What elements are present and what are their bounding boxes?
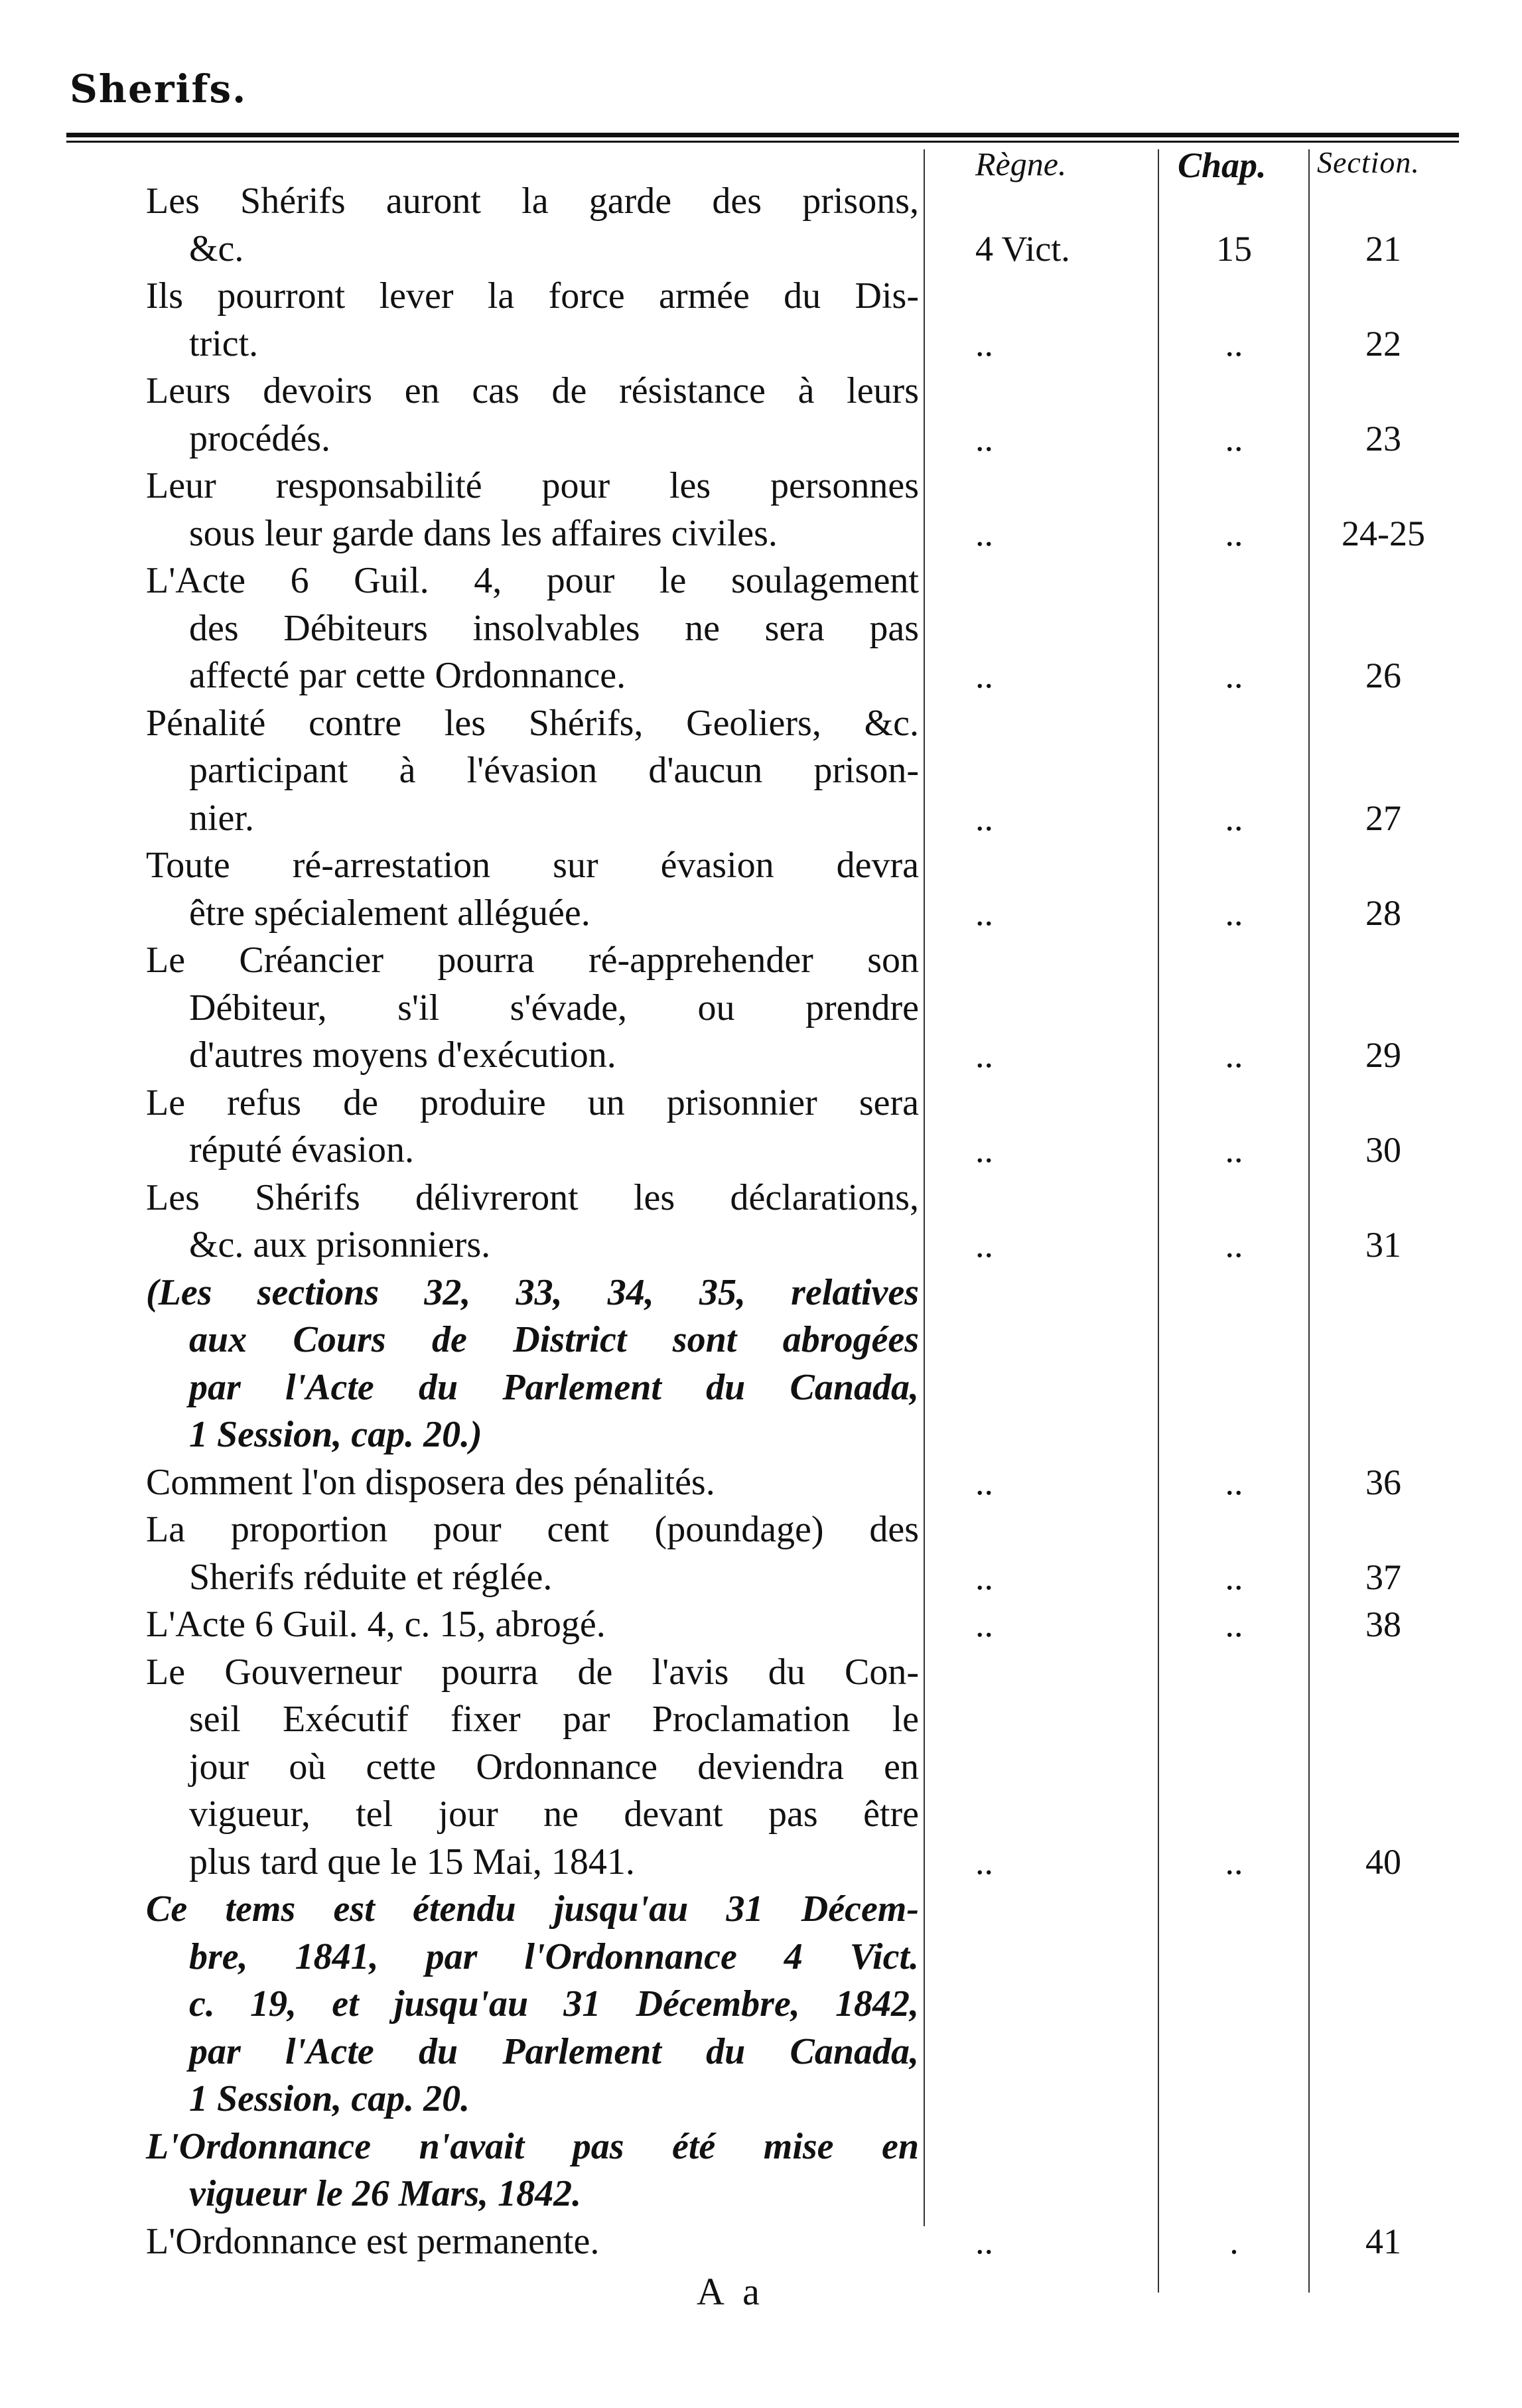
entry-section-cell: 36 xyxy=(1365,1462,1401,1502)
entry-section-cell: 41 xyxy=(1365,2221,1401,2261)
entry-line: Ce tems est étendu jusqu'au 31 Décem- xyxy=(146,1888,919,1930)
entry-line: affecté par cette Ordonnance. xyxy=(189,655,626,696)
entry-line: &c. aux prisonniers. xyxy=(189,1224,491,1265)
entry-line: Sherifs réduite et réglée. xyxy=(189,1556,553,1598)
entry-regne-cell: .. xyxy=(975,798,993,838)
entry-line: Débiteur, s'il s'évade, ou prendre xyxy=(189,987,919,1028)
entry-chap-cell: .. xyxy=(1225,1604,1243,1644)
entry-chap-cell: .. xyxy=(1225,892,1243,933)
entry-line: trict. xyxy=(189,322,259,364)
entry-line: participant à l'évasion d'aucun prison- xyxy=(189,750,919,791)
column-header-regne: Règne. xyxy=(975,145,1067,182)
entry-line: Le Créancier pourra ré-apprehender son xyxy=(146,940,919,981)
column-header-section: Section. xyxy=(1317,145,1420,179)
entry-line: vigueur le 26 Mars, 1842. xyxy=(189,2173,582,2214)
entry-regne-cell: .. xyxy=(975,418,993,459)
entry-regne-cell: .. xyxy=(975,656,993,695)
entry-section-cell: 37 xyxy=(1365,1557,1401,1597)
entry-line: plus tard que le 15 Mai, 1841. xyxy=(189,1841,635,1882)
entry-chap-cell: .. xyxy=(1225,656,1243,695)
entry-regne-cell: .. xyxy=(975,1557,993,1597)
entry-line: sous leur garde dans les affaires civiles. xyxy=(189,512,778,554)
entry-section-cell: 21 xyxy=(1365,228,1401,269)
entry-line: d'autres moyens d'exécution. xyxy=(189,1034,616,1076)
entry-regne-cell: .. xyxy=(975,513,993,553)
entry-chap-cell: .. xyxy=(1225,1462,1243,1502)
entry-regne-cell: .. xyxy=(975,892,993,933)
entry-line: Leurs devoirs en cas de résistance à leurs xyxy=(146,370,919,411)
entry-line: L'Ordonnance n'avait pas été mise en xyxy=(146,2125,919,2167)
page-title: Sherifs. xyxy=(70,66,247,111)
entry-section-cell: 23 xyxy=(1365,418,1401,459)
entry-line: être spécialement alléguée. xyxy=(189,892,590,934)
entry-regne-cell: .. xyxy=(975,323,993,364)
entry-line: nier. xyxy=(189,797,254,839)
entry-chap-cell: .. xyxy=(1225,513,1243,553)
entry-regne-cell: .. xyxy=(975,1841,993,1882)
entry-line: Comment l'on disposera des pénalités. xyxy=(146,1461,715,1503)
signature-mark: A a xyxy=(697,2270,765,2313)
entry-section-cell: 29 xyxy=(1365,1035,1401,1075)
entry-line: L'Ordonnance est permanente. xyxy=(146,2220,600,2262)
entry-chap-cell: .. xyxy=(1225,1035,1243,1075)
entry-line: La proportion pour cent (poundage) des xyxy=(146,1509,919,1550)
entry-line: Le refus de produire un prisonnier sera xyxy=(146,1082,919,1123)
entry-line: Pénalité contre les Shérifs, Geoliers, &c. xyxy=(146,702,919,744)
entry-section-cell: 24-25 xyxy=(1342,513,1425,553)
entry-line: Leur responsabilité pour les personnes xyxy=(146,465,919,506)
entry-chap-cell: .. xyxy=(1225,1841,1243,1882)
entry-section-cell: 40 xyxy=(1365,1841,1401,1882)
entry-chap-cell: .. xyxy=(1225,323,1243,364)
entry-line: Toute ré-arrestation sur évasion devra xyxy=(146,845,919,886)
entry-line: réputé évasion. xyxy=(189,1129,414,1170)
entry-line: des Débiteurs insolvables ne sera pas xyxy=(189,607,919,649)
entry-line: Les Shérifs auront la garde des prisons, xyxy=(146,180,919,222)
entry-line: Le Gouverneur pourra de l'avis du Con- xyxy=(146,1651,919,1693)
entry-line: vigueur, tel jour ne devant pas être xyxy=(189,1794,919,1835)
entry-line: 1 Session, cap. 20. xyxy=(189,2078,470,2119)
entry-line: seil Exécutif fixer par Proclamation le xyxy=(189,1699,919,1740)
entry-section-cell: 31 xyxy=(1365,1225,1401,1265)
entry-regne-cell: 4 Vict. xyxy=(975,228,1070,269)
entry-line: L'Acte 6 Guil. 4, pour le soulagement xyxy=(146,560,919,601)
entry-regne-cell: .. xyxy=(975,2221,993,2261)
column-header-chap: Chap. xyxy=(1178,145,1267,185)
entry-line: aux Cours de District sont abrogées xyxy=(189,1319,919,1360)
entry-regne-cell: .. xyxy=(975,1130,993,1170)
entry-line: Ils pourront lever la force armée du Dis- xyxy=(146,275,919,317)
entry-chap-cell: .. xyxy=(1225,418,1243,459)
entry-section-cell: 22 xyxy=(1365,323,1401,364)
entry-section-cell: 28 xyxy=(1365,892,1401,933)
entry-regne-cell: .. xyxy=(975,1035,993,1075)
entry-line: 1 Session, cap. 20.) xyxy=(189,1414,482,1455)
entry-chap-cell: .. xyxy=(1225,1130,1243,1170)
entry-line: jour où cette Ordonnance deviendra en xyxy=(189,1746,919,1788)
entry-chap-cell: 15 xyxy=(1216,228,1252,269)
entry-section-cell: 27 xyxy=(1365,798,1401,838)
entry-regne-cell: .. xyxy=(975,1604,993,1644)
entry-line: procédés. xyxy=(189,417,331,459)
entry-line: par l'Acte du Parlement du Canada, xyxy=(189,1366,919,1408)
entry-line: c. 19, et jusqu'au 31 Décembre, 1842, xyxy=(189,1983,919,2024)
entry-line: &c. xyxy=(189,228,244,269)
entry-regne-cell: .. xyxy=(975,1225,993,1265)
entry-chap-cell: .. xyxy=(1225,1225,1243,1265)
entry-section-cell: 38 xyxy=(1365,1604,1401,1644)
entry-line: par l'Acte du Parlement du Canada, xyxy=(189,2030,919,2072)
entry-line: bre, 1841, par l'Ordonnance 4 Vict. xyxy=(189,1936,919,1977)
entry-section-cell: 30 xyxy=(1365,1130,1401,1170)
entry-line: L'Acte 6 Guil. 4, c. 15, abrogé. xyxy=(146,1604,606,1645)
entry-chap-cell: .. xyxy=(1225,1557,1243,1597)
entry-chap-cell: .. xyxy=(1225,798,1243,838)
entry-regne-cell: .. xyxy=(975,1462,993,1502)
entry-section-cell: 26 xyxy=(1365,656,1401,695)
entry-line: Les Shérifs délivreront les déclarations, xyxy=(146,1176,919,1218)
entry-chap-cell: . xyxy=(1229,2221,1239,2261)
entry-line: (Les sections 32, 33, 34, 35, relatives xyxy=(146,1271,919,1313)
